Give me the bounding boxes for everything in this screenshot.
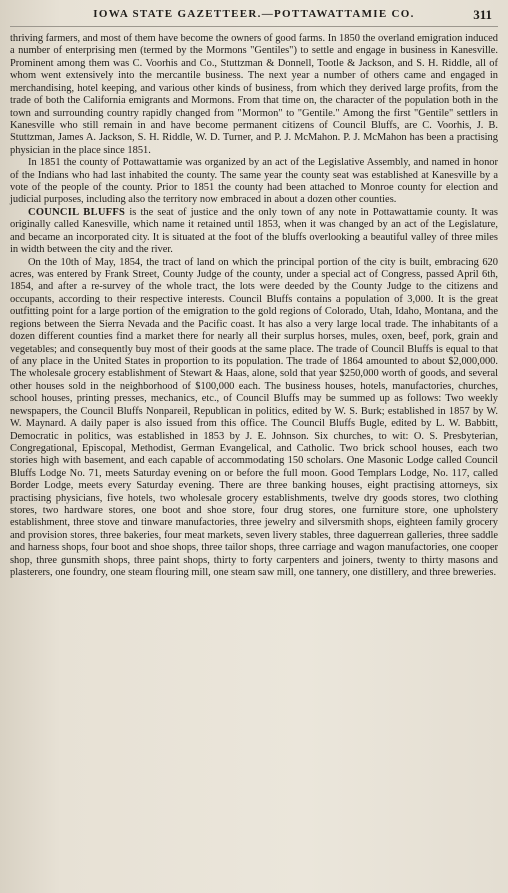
council-bluffs-heading: COUNCIL BLUFFS [28,206,126,218]
running-head: IOWA STATE GAZETTEER.—POTTAWATTAMIE CO. [93,8,415,20]
page-header [10,4,498,27]
body-text [10,33,498,580]
paragraph-council-bluffs [10,207,498,257]
paragraph-county-organization: In 1851 the county of Pottawattamie was organized by an act of the Legislative Assembly, and named in honor of the Indians who had last inhabited the county. The same year the county seat was established at Kanesville by a vote of the people of the county. Prior to 1851 the county had been attached to Monroe county for election and judicial purposes, including also the territory now embraced in about a dozen other counties. [10,157,498,206]
council-bluffs-description: is the seat of justice and the only town of any note in Pottawattamie county. It was originally called Kanesville, which name it retained until 1853, when it was changed by an act of the Legislature, and became an incorporated city. It is situated at the foot of the bluffs overlooking a beautiful valley of three miles in width between the city and the river. [10,206,498,256]
paragraph-kanesville-gentiles: thriving farmers, and most of them have become the owners of good farms. In 1850 the overland emigration induced a number of enterprising men (termed by the Mormons "Gentiles") to settle and engage in business in Kanesville. Prominent among them was C. Voorhis and Co., Stuttzman & Donnell, Tootle & Jackson, and S. H. Riddle, all of whom went extensively into the mercantile business. The next year a number of others came and engaged in merchandising, hotel keeping, and various other kinds of business, from which they derived large profits, from the trade of both the California emigrants and Mormons. From that time on, the character of the population both in the town and surrounding country rapidly changed from "Mormon" to "Gentile." Among the first "Gentile" settlers in Kanesville who still remain in and have become permanent citizens of Council Bluffs, are C. Voorhis, J. B. Stuttzman, James A. Jackson, S. H. Riddle, W. D. Turner, and P. J. McMahon. P. J. McMahon has been a practising physician in the place since 1851. [10,33,498,156]
paragraph-city-history-business: On the 10th of May, 1854, the tract of land on which the principal portion of the city is built, embracing 620 acres, was entered by Frank Street, County Judge of the county, under a special act of Congress, passed April 6th, 1854, and after a re-survey of the whole tract, the lots were deeded by the County Judge to the citizens and occupants, according to their respective interests. Council Bluffs contains a population of 3,000. It is the great outfitting point for a large portion of the emigration to the gold regions of Colorado, Utah, Idaho, Montana, and the regions between the Sierra Nevada and the Pacific coast. It has also a very large local trade. The inhabitants of a dozen different counties find a market there for nearly all their surplus horses, mules, oxen, beef, pork, grain and vegetables; and consequently buy most of their goods at the same place. The trade of Council Bluffs is equal to that of any place in the United States in proportion to its population. The trade of 1864 amounted to about $2,000,000. The wholesale grocery establishment of Stewart & Haas, alone, sold that year $250,000 worth of goods, and several other houses sold in the neighborhood of $100,000 each. The business houses, hotels, manufactories, churches, school houses, printing presses, mechanics, etc., of Council Bluffs may be summed up as follows: Two weekly newspapers, the Council Bluffs Nonpareil, Republican in politics, edited by W. S. Burk; established in 1857 by W. W. Maynard. A daily paper is also issued from this office. The Council Bluffs Bugle, edited by L. W. Babbitt, Democratic in politics, was established in 1853 by J. E. Johnson. Six churches, to wit: O. S. Presbyterian, Congregational, Episcopal, Methodist, German Evangelical, and Catholic. Two brick school houses, each two stories high with basement, and each capable of accommodating 150 scholars. One Masonic Lodge called Council Bluffs Lodge No. 71, meets Saturday evening on or before the full moon. Good Templars Lodge, No. 117, called Border Lodge, meets every Saturday evening. There are three banking houses, eight practising attorneys, six practising physicians, five hotels, two wholesale grocery establishments, twelve dry goods stores, two clothing stores, two hardware stores, one boot and shoe store, four drug stores, one furniture store, one upholstery establishment, three stove and tinware manufactories, three jewelry and silversmith shops, eighteen family grocery and provision stores, three bakeries, four meat markets, seven livery stables, three daguerrean galleries, three saddle and harness shops, four boot and shoe shops, three tailor shops, three carriage and wagon manufactories, one cooper shop, three gunsmith shops, three paint shops, thirty to forty carpenters and joiners, twenty to thirty masons and plasterers, one foundry, one steam flouring mill, one steam saw mill, one tannery, one distillery, and three breweries. [10,256,498,579]
page-number: 311 [473,7,492,22]
